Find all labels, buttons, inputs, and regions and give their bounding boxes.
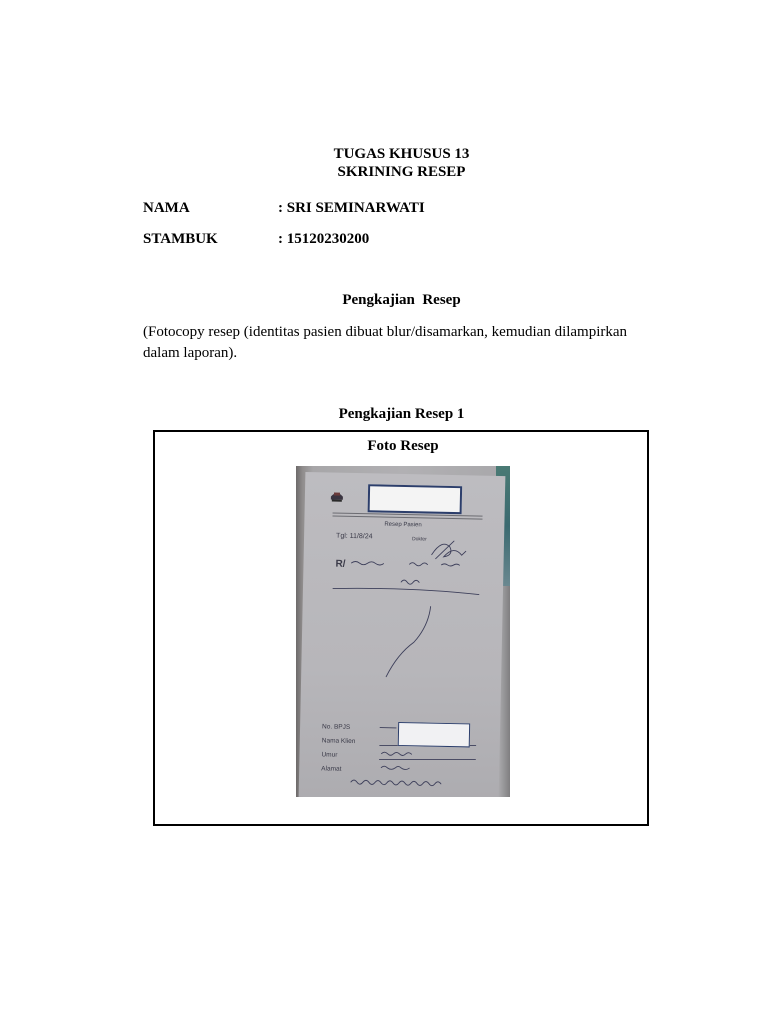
rx-symbol: R/ <box>335 558 346 570</box>
paper-date: Tgl: 11/8/24 <box>336 532 373 541</box>
label-bpjs: No. BPJS <box>322 723 351 731</box>
field-underline <box>379 758 475 762</box>
prescription-photo <box>296 466 510 797</box>
handwritten-dose <box>401 580 419 584</box>
handwritten-umur <box>382 752 412 756</box>
handwritten-drug-line <box>409 563 427 566</box>
label-alamat: Alamat <box>321 765 342 773</box>
handwritten-drug-line <box>441 564 459 566</box>
instruction-paragraph: (Fotocopy resep (identitas pasien dibuat blur/disamarkan, kemudian dilampirkan dalam laporan). <box>143 324 628 361</box>
photo-box <box>153 430 649 826</box>
rx-underline <box>333 588 479 595</box>
label-nama-klien: Nama Klien <box>321 737 356 746</box>
handwritten-alamat <box>381 766 409 770</box>
long-stroke <box>386 606 430 678</box>
document-title-line2: SKRINING RESEP <box>337 164 466 180</box>
resep1-heading: Pengkajian Resep 1 <box>338 406 465 422</box>
redaction-box-patient <box>398 722 470 748</box>
photo-caption: Foto Resep <box>367 438 439 454</box>
nama-label: NAMA <box>143 200 190 216</box>
document-title-line1: TUGAS KHUSUS 13 <box>333 146 470 162</box>
paper-dokter-label: Dokter <box>411 536 427 543</box>
prescription-paper <box>299 472 506 797</box>
stambuk-label: STAMBUK <box>143 231 218 247</box>
label-umur: Umur <box>321 751 338 759</box>
stambuk-value: : 15120230200 <box>278 231 370 247</box>
handwritten-number <box>351 780 441 786</box>
handwritten-drug-line <box>351 561 383 565</box>
section-heading: Pengkajian Resep <box>342 292 461 308</box>
paper-title: Resep Pasien <box>384 521 422 529</box>
nama-value: : SRI SEMINARWATI <box>278 200 425 216</box>
handwriting-strokes <box>299 472 506 797</box>
